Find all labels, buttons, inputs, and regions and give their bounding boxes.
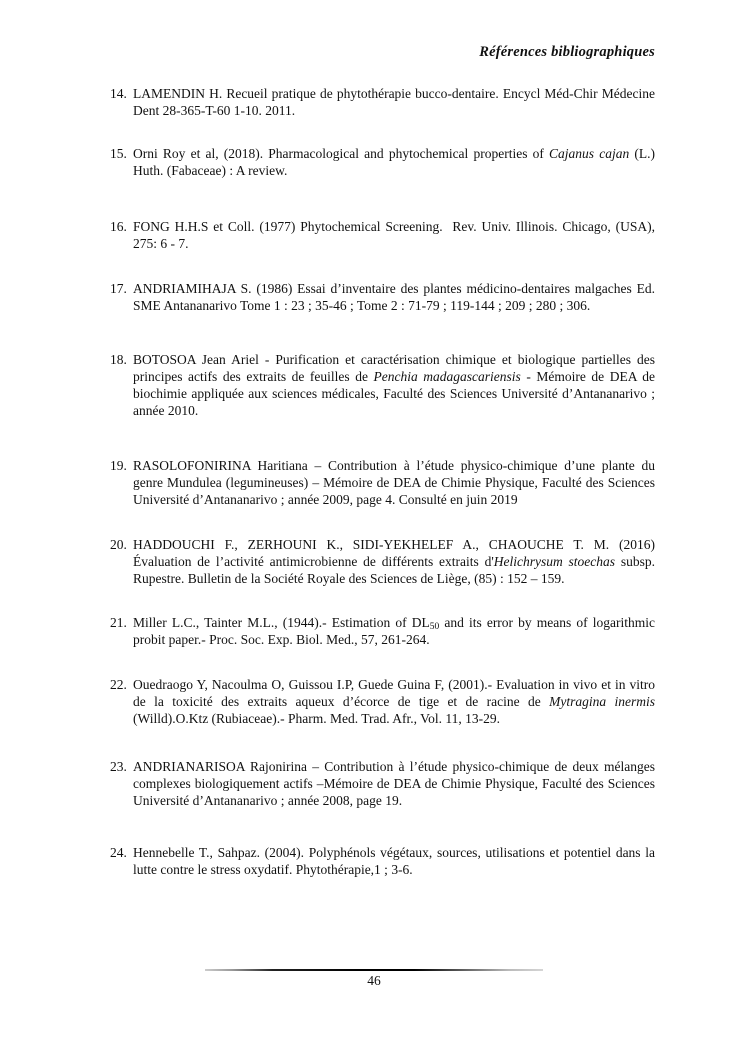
page-number: 46 bbox=[367, 973, 381, 988]
reference-text: BOTOSOA Jean Ariel - Purification et caractérisation chimique et biologique partielles des principes actifs des extraits de feuilles de Penchia madagascariensis - Mémoire de DEA de biochimie appliquée aux sciences médicales, Faculté des Sciences Université d’Antananarivo ; année 2010. bbox=[133, 352, 656, 418]
reference-entry bbox=[110, 758, 655, 809]
references-list bbox=[110, 85, 655, 878]
reference-number: 24. bbox=[110, 845, 127, 860]
page-header: Références bibliographiques bbox=[479, 44, 655, 60]
reference-entry bbox=[110, 218, 655, 252]
reference-text: HADDOUCHI F., ZERHOUNI K., SIDI-YEKHELEF A., CHAOUCHE T. M. (2016) Évaluation de l’activité antimicrobienne de différents extraits d'Helichrysum stoechas subsp. Rupestre. Bulletin de la Société Royale des Sciences de Liège, (85) : 152 – 159. bbox=[133, 537, 655, 586]
reference-entry bbox=[110, 614, 655, 648]
reference-number: 23. bbox=[110, 759, 127, 774]
reference-text: LAMENDIN H. Recueil pratique de phytothérapie bucco-dentaire. Encycl Méd-Chir Médecine Dent 28-365-T-60 1-10. 2011. bbox=[133, 86, 655, 118]
reference-text: RASOLOFONIRINA Haritiana – Contribution à l’étude physico-chimique d’une plante du genre Mundulea (legumineuses) – Mémoire de DEA de Chimie Physique, Faculté des Sciences Université d’Antananarivo ; année 2009, page 4. Consulté en juin 2019 bbox=[133, 458, 655, 507]
reference-entry bbox=[110, 457, 655, 508]
reference-entry bbox=[110, 351, 655, 419]
reference-text: Orni Roy et al, (2018). Pharmacological and phytochemical properties of Cajanus cajan (L.) Huth. (Fabaceae) : A review. bbox=[133, 146, 655, 178]
reference-number: 15. bbox=[110, 146, 127, 161]
reference-text: ANDRIAMIHAJA S. (1986) Essai d’inventaire des plantes médicino-dentaires malgaches Ed. SME Antananarivo Tome 1 : 23 ; 35-46 ; Tome 2 : 71-79 ; 119-144 ; 209 ; 280 ; 306. bbox=[133, 281, 655, 313]
reference-entry bbox=[110, 676, 655, 727]
reference-text: Hennebelle T., Sahpaz. (2004). Polyphénols végétaux, sources, utilisations et potentiel dans la lutte contre le stress oxydatif. Phytothérapie,1 ; 3-6. bbox=[133, 845, 655, 877]
reference-number: 22. bbox=[110, 677, 127, 692]
reference-number: 14. bbox=[110, 86, 127, 101]
reference-entry bbox=[110, 280, 655, 314]
reference-entry bbox=[110, 844, 655, 878]
reference-number: 21. bbox=[110, 615, 127, 630]
reference-text: Ouedraogo Y, Nacoulma O, Guissou I.P, Guede Guina F, (2001).- Evaluation in vivo et in vitro de la toxicité des extraits aqueux d’écorce de tige et de racine de Mytragina inermis (Willd).O.Ktz (Rubiaceae).- Pharm. Med. Trad. Afr., Vol. 11, 13-29. bbox=[133, 677, 655, 726]
reference-text: FONG H.H.S et Coll. (1977) Phytochemical Screening. Rev. Univ. Illinois. Chicago, (USA), 275: 6 - 7. bbox=[133, 219, 655, 251]
reference-number: 20. bbox=[110, 537, 127, 552]
reference-entry bbox=[110, 145, 655, 179]
reference-number: 17. bbox=[110, 281, 127, 296]
reference-number: 16. bbox=[110, 219, 127, 234]
reference-number: 18. bbox=[110, 352, 127, 367]
reference-entry bbox=[110, 85, 655, 119]
reference-number: 19. bbox=[110, 458, 127, 473]
reference-text: ANDRIANARISOA Rajonirina – Contribution à l’étude physico-chimique de deux mélanges complexes biologiquement actifs –Mémoire de DEA de Chimie Physique, Faculté des Sciences Université d’Antananarivo ; année 2008, page 19. bbox=[133, 759, 655, 808]
footer-rule bbox=[205, 969, 543, 971]
reference-text: Miller L.C., Tainter M.L., (1944).- Estimation of $DL_{50}$ and its error by means of logarithmic probit paper.- Proc. Soc. Exp. Biol. Med., 57, 261-264. bbox=[133, 615, 655, 647]
reference-entry bbox=[110, 536, 655, 587]
